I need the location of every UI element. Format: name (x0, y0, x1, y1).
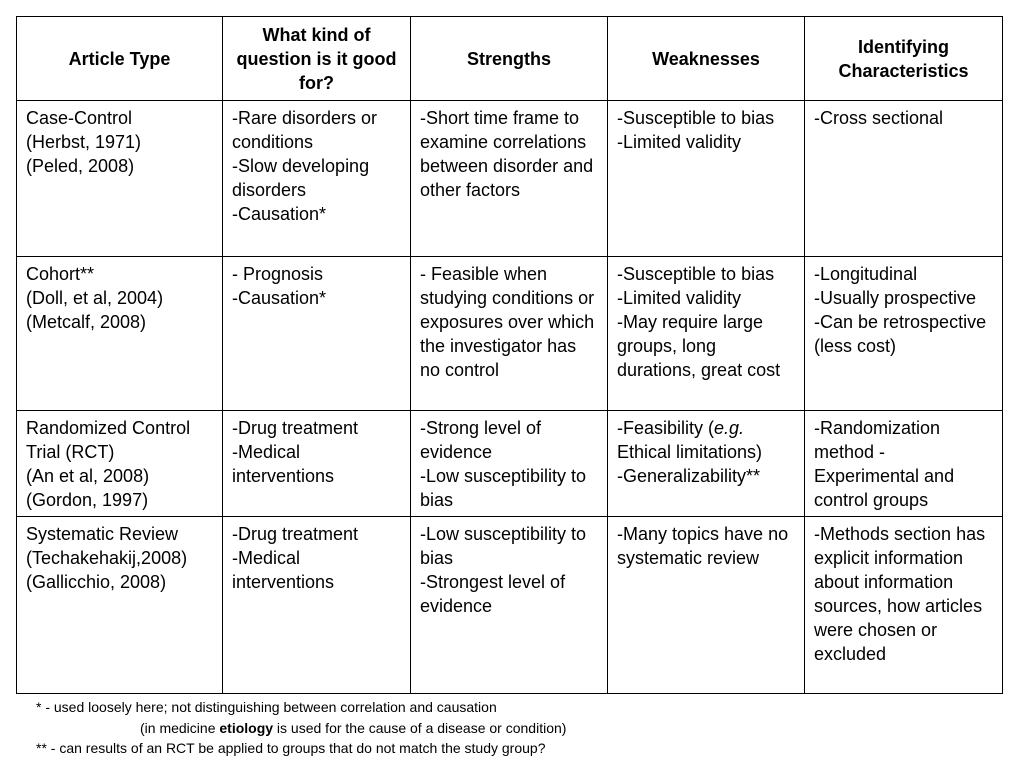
cell-line: - Prognosis (232, 264, 324, 284)
cell-article-type (17, 101, 223, 257)
cell-strengths (411, 411, 608, 517)
cell-line: (Herbst, 1971) (26, 132, 142, 152)
cell-line: -Medical interventions (232, 548, 335, 592)
cell-article-type (17, 517, 223, 694)
cell-line: -Drug treatment (232, 524, 359, 544)
cell-strengths (411, 517, 608, 694)
cell-line: -Longitudinal (814, 264, 918, 284)
footnote-etiology-rest: is used for the cause of a disease or condition) (273, 720, 567, 736)
footnote-etiology-text: (in medicine (140, 720, 220, 736)
header-weaknesses: Weaknesses (608, 17, 805, 101)
cell-weaknesses (608, 257, 805, 411)
cell-line: -Causation* (232, 288, 327, 308)
header-characteristics: Identifying Characteristics (805, 17, 1003, 101)
footnote-etiology-term: etiology (219, 720, 274, 736)
cell-characteristics (805, 101, 1003, 257)
cell-characteristics (805, 411, 1003, 517)
cell-line: (Metcalf, 2008) (26, 312, 147, 332)
cell-line: (Peled, 2008) (26, 156, 135, 176)
cell-line: -Strongest level of evidence (420, 572, 566, 616)
cell-line: -Limited validity (617, 288, 742, 308)
cell-line: -Causation* (232, 204, 327, 224)
footnote-causation: * - used loosely here; not distinguishing between correlation and causation (36, 699, 497, 715)
cell-line: -Generalizability** (617, 466, 761, 486)
cell-line: -Rare disorders or conditions (232, 108, 378, 152)
cell-line: -Medical interventions (232, 442, 335, 486)
cell-line: (Gordon, 1997) (26, 490, 149, 510)
cell-strengths (411, 257, 608, 411)
table-row (17, 517, 1003, 694)
cell-line: -Can be retrospective (less cost) (814, 312, 987, 356)
cell-question (223, 517, 411, 694)
cell-strengths (411, 101, 608, 257)
footnote-rct: ** - can results of an RCT be applied to groups that do not match the study group? (36, 740, 546, 756)
cell-article-type (17, 411, 223, 517)
feasibility-eg: e.g. (714, 418, 745, 438)
cell-line: -Slow developing disorders (232, 156, 370, 200)
cell-line: -Methods section has explicit information about information sources, how articles were chosen or excluded (814, 524, 986, 664)
cell-line: -Cross sectional (814, 108, 944, 128)
header-question: What kind of question is it good for? (223, 17, 411, 101)
cell-line: -Randomization method - Experimental and control groups (814, 418, 955, 510)
cell-weaknesses (608, 517, 805, 694)
cell-line: Systematic Review (26, 524, 179, 544)
header-row (17, 17, 1003, 101)
table-row (17, 257, 1003, 411)
cell-question (223, 101, 411, 257)
cell-line: -Strong level of evidence (420, 418, 542, 462)
cell-line: (Gallicchio, 2008) (26, 572, 167, 592)
cell-line: (Techakehakij,2008) (26, 548, 188, 568)
cell-line: Randomized Control Trial (RCT) (26, 418, 191, 462)
cell-characteristics (805, 257, 1003, 411)
feasibility-rest: Ethical limitations) (617, 442, 763, 462)
comparison-table (16, 16, 1003, 694)
cell-line: -Short time frame to examine correlations between disorder and other factors (420, 108, 594, 200)
cell-line: -Susceptible to bias (617, 264, 775, 284)
cell-line: -Many topics have no systematic review (617, 524, 789, 568)
cell-article-type (17, 257, 223, 411)
cell-line: Case-Control (26, 108, 133, 128)
cell-line: (An et al, 2008) (26, 466, 150, 486)
cell-weaknesses (608, 411, 805, 517)
cell-question (223, 257, 411, 411)
table-row (17, 101, 1003, 257)
cell-line: -Limited validity (617, 132, 742, 152)
cell-line: -Low susceptibility to bias (420, 524, 587, 568)
header-strengths: Strengths (411, 17, 608, 101)
cell-line: -May require large groups, long durations, great cost (617, 312, 781, 380)
cell-line: (Doll, et al, 2004) (26, 288, 164, 308)
footnote-etiology (140, 718, 566, 738)
feasibility-text: -Feasibility ( (617, 418, 715, 438)
header-article-type: Article Type (17, 17, 223, 101)
cell-line: Cohort** (26, 264, 95, 284)
cell-line (617, 416, 796, 464)
cell-characteristics (805, 517, 1003, 694)
cell-line: -Low susceptibility to bias (420, 466, 587, 510)
table-row (17, 411, 1003, 517)
cell-line: -Usually prospective (814, 288, 977, 308)
cell-weaknesses (608, 101, 805, 257)
cell-line: -Drug treatment (232, 418, 359, 438)
cell-question (223, 411, 411, 517)
cell-line: - Feasible when studying conditions or exposures over which the investigator has no control (420, 264, 595, 380)
cell-line: -Susceptible to bias (617, 108, 775, 128)
